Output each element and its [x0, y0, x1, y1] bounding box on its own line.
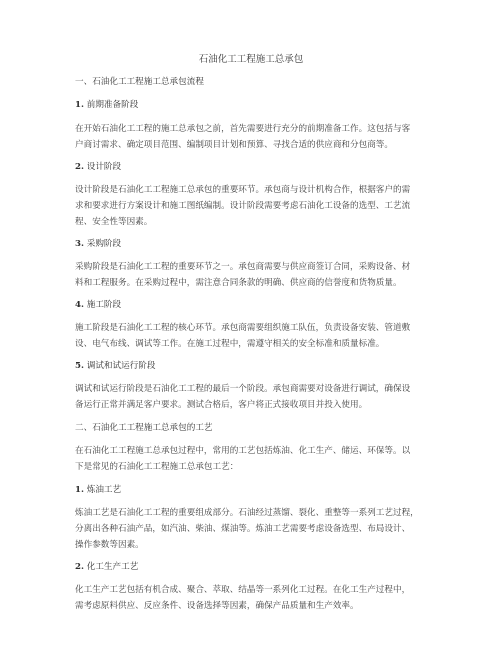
subsection-label: 调试和试运行阶段	[86, 361, 156, 371]
subsection-number: 3.	[75, 239, 84, 249]
section-heading: 二、石油化工工程施工总承包的工艺	[75, 423, 213, 433]
subsection-heading	[75, 561, 435, 573]
subsection-heading	[75, 99, 435, 111]
subsection-label: 采购阶段	[86, 239, 122, 249]
subsection-number: 5.	[75, 361, 84, 371]
paragraph-line: 施工阶段是石油化工工程的核心环节。承包商需要组织施工队伍，负责设备安装、管道敷	[75, 323, 411, 333]
subsection-number: 2.	[75, 162, 84, 172]
paragraph-line: 操作参数等因素。	[75, 540, 144, 550]
document-title: 石油化工工程施工总承包	[198, 54, 304, 65]
subsection-label: 前期准备阶段	[86, 100, 139, 110]
paragraph-line: 炼油工艺是石油化工工程的重要组成部分。石油经过蒸馏、裂化、重整等一系列工艺过程，	[75, 508, 419, 518]
paragraph-line: 程、安全性等因素。	[75, 217, 153, 227]
subsection-label: 施工阶段	[86, 300, 122, 310]
paragraph-line: 设、电气布线、调试等工作。在施工过程中，需遵守相关的安全标准和质量标准。	[75, 339, 385, 349]
paragraph-line: 户商讨需求、确定项目范围、编制项目计划和预算、寻找合适的供应商和分包商等。	[75, 140, 393, 150]
subsection-label: 化工生产工艺	[86, 562, 139, 572]
subsection-number: 1.	[75, 485, 84, 495]
subsection-label: 炼油工艺	[86, 485, 122, 495]
subsection-label: 设计阶段	[86, 162, 122, 172]
subsection-number: 1.	[75, 100, 84, 110]
paragraph-line: 采购阶段是石油化工工程的重要环节之一。承包商需要与供应商签订合同，采购设备、材	[75, 262, 411, 272]
subsection-heading	[75, 161, 435, 173]
paragraph-line: 分离出各种石油产品，如汽油、柴油、煤油等。炼油工艺需要考虑设备选型、布局设计、	[75, 524, 411, 534]
subsection-heading	[75, 360, 435, 372]
section-heading: 一、石油化工工程施工总承包流程	[75, 77, 204, 87]
subsection-heading	[75, 299, 435, 311]
paragraph-line: 在石油化工工程施工总承包过程中，常用的工艺包括炼油、化工生产、储运、环保等。以	[75, 446, 411, 456]
subsection-number: 4.	[75, 300, 84, 310]
paragraph-line: 需考虑原料供应、反应条件、设备选择等因素，确保产品质量和生产效率。	[75, 601, 359, 611]
subsection-heading	[75, 238, 435, 250]
paragraph-line: 下是常见的石油化工工程施工总承包工艺：	[75, 462, 239, 472]
paragraph-line: 设计阶段是石油化工工程施工总承包的重要环节。承包商与设计机构合作，根据客户的需	[75, 185, 411, 195]
paragraph-line: 在开始石油化工工程的施工总承包之前，首先需要进行充分的前期准备工作。这包括与客	[75, 124, 411, 134]
subsection-heading	[75, 484, 435, 496]
paragraph-line: 化工生产工艺包括有机合成、聚合、萃取、结晶等一系列化工过程。在化工生产过程中，	[75, 585, 411, 595]
paragraph-line: 调试和试运行阶段是石油化工工程的最后一个阶段。承包商需要对设备进行调试，确保设	[75, 384, 411, 394]
subsection-number: 2.	[75, 562, 84, 572]
paragraph-line: 备运行正常并满足客户要求。测试合格后，客户将正式接收项目并投入使用。	[75, 400, 368, 410]
paragraph-line: 料和工程服务。在采购过程中，需注意合同条款的明确、供应商的信誉度和货物质量。	[75, 278, 402, 288]
paragraph-line: 求和要求进行方案设计和施工图纸编制。设计阶段需要考虑石油化工设备的选型、工艺流	[75, 201, 411, 211]
